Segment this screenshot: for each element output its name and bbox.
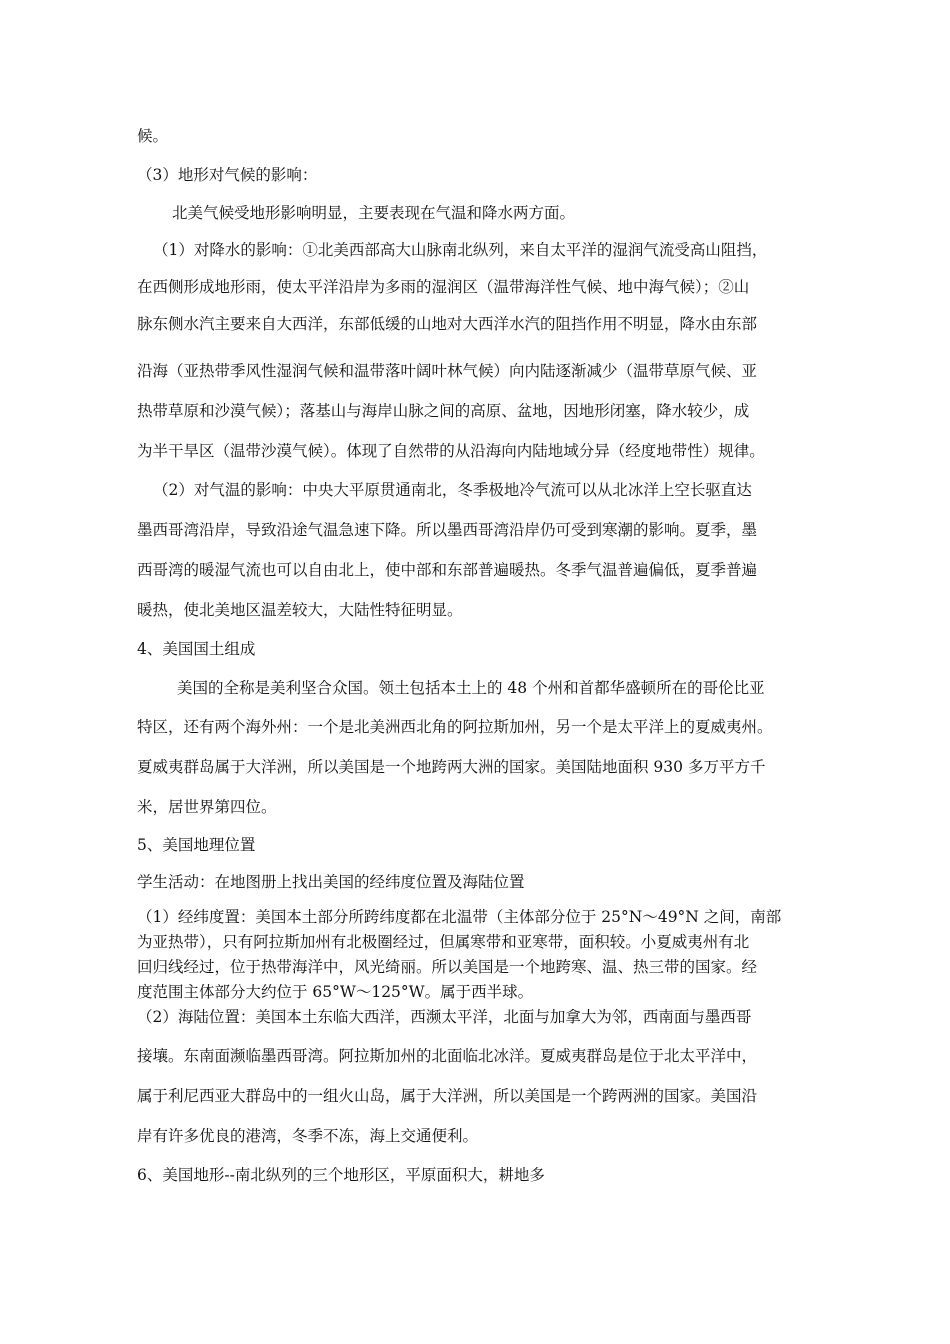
- text-line: 为亚热带），只有阿拉斯加州有北极圈经过，但属寒带和亚寒带，面积较。小夏威夷州有北: [137, 933, 750, 951]
- text-line: 属于利尼西亚大群岛中的一组火山岛，属于大洋洲，所以美国是一个跨两洲的国家。美国沿: [137, 1087, 758, 1105]
- text-line: 度范围主体部分大约位于 65°W～125°W。属于西半球。: [137, 983, 534, 1001]
- section-heading: （3）地形对气候的影响：: [137, 166, 318, 184]
- text-line: （1）对降水的影响：①北美西部高大山脉南北纵列，来自太平洋的湿润气流受高山阻挡，: [153, 241, 768, 259]
- text-line: 北美气候受地形影响明显，主要表现在气温和降水两方面。: [172, 204, 576, 222]
- text-line: 沿海（亚热带季风性湿润气候和温带落叶阔叶林气候）向内陆逐渐减少（温带草原气候、亚: [137, 362, 758, 380]
- text-line: 为半干旱区（温带沙漠气候）。体现了自然带的从沿海向内陆地域分异（经度地带性）规律。: [137, 442, 765, 460]
- text-line: 热带草原和沙漠气候）；落基山与海岸山脉之间的高原、盆地，因地形闭塞，降水较少，成: [137, 402, 750, 420]
- text-line: 米，居世界第四位。: [137, 798, 277, 816]
- text-line: （1）经纬度置：美国本土部分所跨纬度都在北温带（主体部分位于 25°N～49°N 之间，南部: [137, 908, 782, 926]
- text-line: （2）海陆位置：美国本土东临大西洋，西濒太平洋，北面与加拿大为邻，西南面与墨西哥: [137, 1008, 752, 1026]
- section-heading: 6、美国地形--南北纵列的三个地形区，平原面积大，耕地多: [137, 1166, 545, 1184]
- text-line: 回归线经过，位于热带海洋中，风光绮丽。所以美国是一个地跨寒、温、热三带的国家。经: [137, 958, 758, 976]
- text-line: 墨西哥湾沿岸，导致沿途气温急速下降。所以墨西哥湾沿岸仍可受到寒潮的影响。夏季，墨: [137, 521, 758, 539]
- text-line: 候。: [137, 127, 169, 145]
- text-line: 接壤。东南面濒临墨西哥湾。阿拉斯加州的北面临北冰洋。夏威夷群岛是位于北太平洋中，: [137, 1047, 758, 1065]
- text-line: 岸有许多优良的港湾，冬季不冻，海上交通便利。: [137, 1127, 479, 1145]
- text-line: 特区，还有两个海外州：一个是北美洲西北角的阿拉斯加州，另一个是太平洋上的夏威夷州。: [137, 718, 773, 736]
- text-line: 西哥湾的暖湿气流也可以自由北上，使中部和东部普遍暖热。冬季气温普遍偏低，夏季普遍: [137, 561, 758, 579]
- section-heading: 4、美国国土组成: [137, 640, 256, 658]
- text-line: 美国的全称是美利坚合众国。领土包括本土上的 48 个州和首都华盛顿所在的哥伦比亚: [177, 679, 765, 697]
- text-line: 在西侧形成地形雨，使太平洋沿岸为多雨的湿润区（温带海洋性气候、地中海气候）；②山: [137, 278, 750, 296]
- text-line: （2）对气温的影响：中央大平原贯通南北，冬季极地冷气流可以从北冰洋上空长驱直达: [153, 481, 752, 499]
- section-heading: 5、美国地理位置: [137, 836, 256, 854]
- text-line: 暖热，使北美地区温差较大，大陆性特征明显。: [137, 601, 463, 619]
- text-line: 学生活动：在地图册上找出美国的经纬度位置及海陆位置: [137, 873, 525, 891]
- text-line: 夏威夷群岛属于大洋洲，所以美国是一个地跨两大洲的国家。美国陆地面积 930 多万平方千: [137, 758, 766, 776]
- text-line: 脉东侧水汽主要来自大西洋，东部低缓的山地对大西洋水汽的阻挡作用不明显，降水由东部: [137, 315, 758, 333]
